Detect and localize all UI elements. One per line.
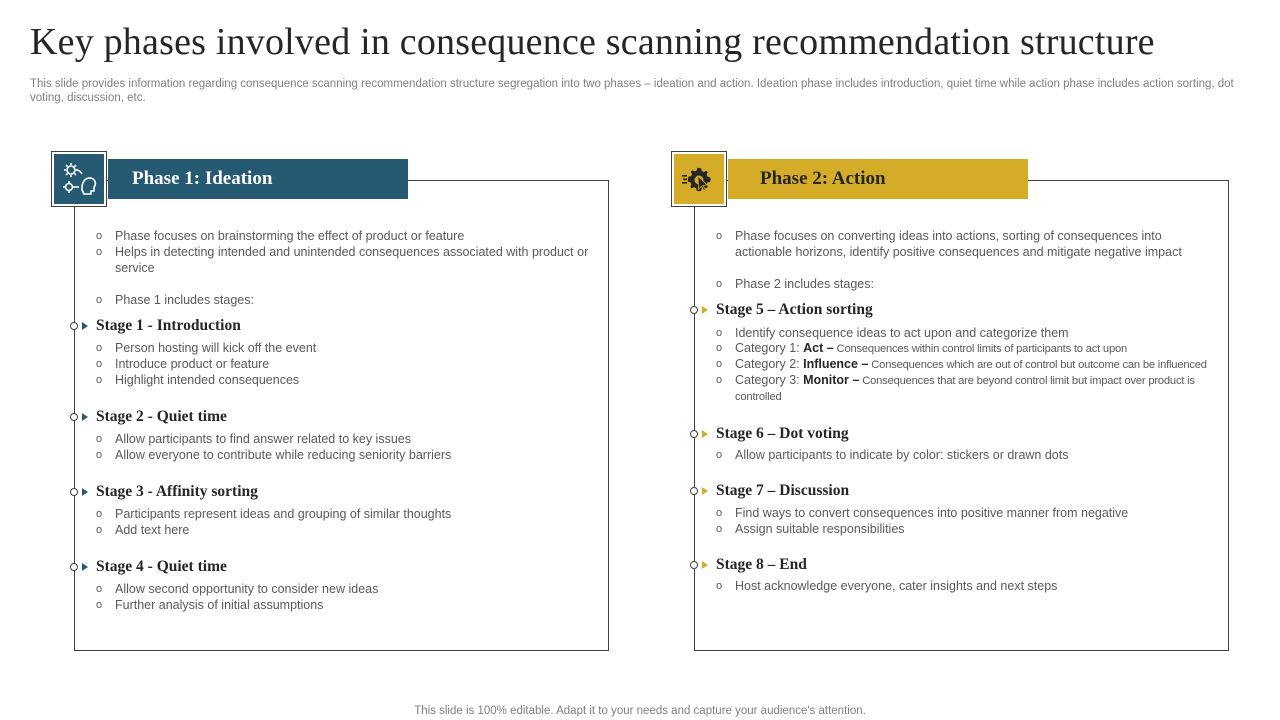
list-item: o Find ways to convert consequences into positive manner from negative [735,505,1219,521]
phase2-stages-label: o Phase 2 includes stages: [735,276,1219,292]
category-item [735,341,1219,357]
gear-cursor-icon [680,160,718,198]
arrow-icon [82,413,88,421]
stage-8-heading [694,555,1219,575]
page-title: Key phases involved in consequence scanning recommendation structure [30,21,1155,63]
stage-1-list [74,340,594,388]
phase1-stages-label-list [74,292,594,308]
stage-title: Stage 8 – End [716,556,807,573]
category-prefix: Category 2: [735,357,804,371]
phase1-icon-box [51,151,107,207]
stage-5-heading [694,300,1219,320]
arrow-icon [702,306,708,314]
arrow-icon [82,322,88,330]
stage-4-heading [74,557,594,577]
timeline-dot [690,561,698,569]
phase2-icon-box [671,151,727,207]
list-item: o Allow participants to indicate by color: stickers or drawn dots [735,447,1219,463]
arrow-icon [702,561,708,569]
timeline-dot [690,306,698,314]
phase2-title: Phase 2: Action [728,159,1028,199]
category-prefix: Category 3: [735,373,804,387]
phase1-content [74,228,594,613]
stage-title: Stage 3 - Affinity sorting [96,483,258,500]
phase1-intro-list [74,228,594,276]
list-item: o Allow participants to find answer related to key issues [115,431,594,447]
stage-5-list [694,325,1219,405]
list-item: o Identify consequence ideas to act upon and categorize them [735,325,1219,341]
arrow-icon [82,563,88,571]
arrow-icon [702,487,708,495]
list-item: o Phase focuses on converting ideas into actions, sorting of consequences into actionable horizons, identify positive consequences and mitigate negative impact [735,228,1219,260]
timeline-dot [690,430,698,438]
stage-2-list [74,431,594,463]
stage-7-heading [694,481,1219,501]
timeline-dot [70,563,78,571]
timeline-dot [70,413,78,421]
list-item: o Helps in detecting intended and unintended consequences associated with product or service [115,244,594,276]
list-item: o Person hosting will kick off the event [115,340,594,356]
timeline-dot [70,322,78,330]
stage-3-list [74,506,594,538]
stage-6-list [694,447,1219,463]
phase2-content [694,228,1219,594]
list-item: o Phase focuses on brainstorming the effect of product or feature [115,228,594,244]
timeline-dot [70,488,78,496]
phase1-stages-label: o Phase 1 includes stages: [115,292,594,308]
footer-note: This slide is 100% editable. Adapt it to your needs and capture your audience's attention. [414,705,866,717]
stage-title: Stage 4 - Quiet time [96,558,227,575]
phase1-title: Phase 1: Ideation [108,159,408,199]
category-name: Influence – [803,357,869,371]
phase2-intro-list [694,228,1219,260]
list-item: o Assign suitable responsibilities [735,521,1219,537]
stage-2-heading [74,407,594,427]
stage-8-list [694,578,1219,594]
stage-title: Stage 7 – Discussion [716,482,850,499]
gears-head-icon [60,160,98,198]
list-item: o Highlight intended consequences [115,372,594,388]
category-desc: Consequences within control limits of participants to act upon [833,343,1128,355]
category-item [735,357,1219,373]
stage-title: Stage 2 - Quiet time [96,408,227,425]
list-item: o Further analysis of initial assumptions [115,597,594,613]
timeline-dot [690,487,698,495]
list-item: o Introduce product or feature [115,356,594,372]
stage-3-heading [74,482,594,502]
list-item: o Add text here [115,522,594,538]
page-subtitle: This slide provides information regarding consequence scanning recommendation structure segregation into two phases – ideation and action. Ideation phase includes introduction, quiet time while action phase includes action sorting, dot voting, discussion, etc. [30,78,1234,104]
phase2-stages-label-list [694,276,1219,292]
arrow-icon [82,488,88,496]
stage-6-heading [694,424,1219,444]
stage-1-heading [74,316,594,336]
list-item: o Allow everyone to contribute while reducing seniority barriers [115,447,594,463]
category-name: Monitor – [803,373,860,387]
stage-title: Stage 6 – Dot voting [716,425,849,442]
stage-title: Stage 1 - Introduction [96,317,241,334]
stage-4-list [74,581,594,613]
stage-title: Stage 5 – Action sorting [716,301,873,318]
list-item: o Host acknowledge everyone, cater insights and next steps [735,578,1219,594]
category-item [735,373,1219,405]
list-item: o Allow second opportunity to consider new ideas [115,581,594,597]
list-item: o Participants represent ideas and grouping of similar thoughts [115,506,594,522]
category-name: Act – [803,341,834,355]
arrow-icon [702,430,708,438]
category-desc: Consequences that are beyond control limit but impact over product is controlled [735,375,1195,403]
category-prefix: Category 1: [735,341,804,355]
stage-7-list [694,505,1219,537]
category-desc: Consequences which are out of control but outcome can be influenced [868,359,1207,371]
